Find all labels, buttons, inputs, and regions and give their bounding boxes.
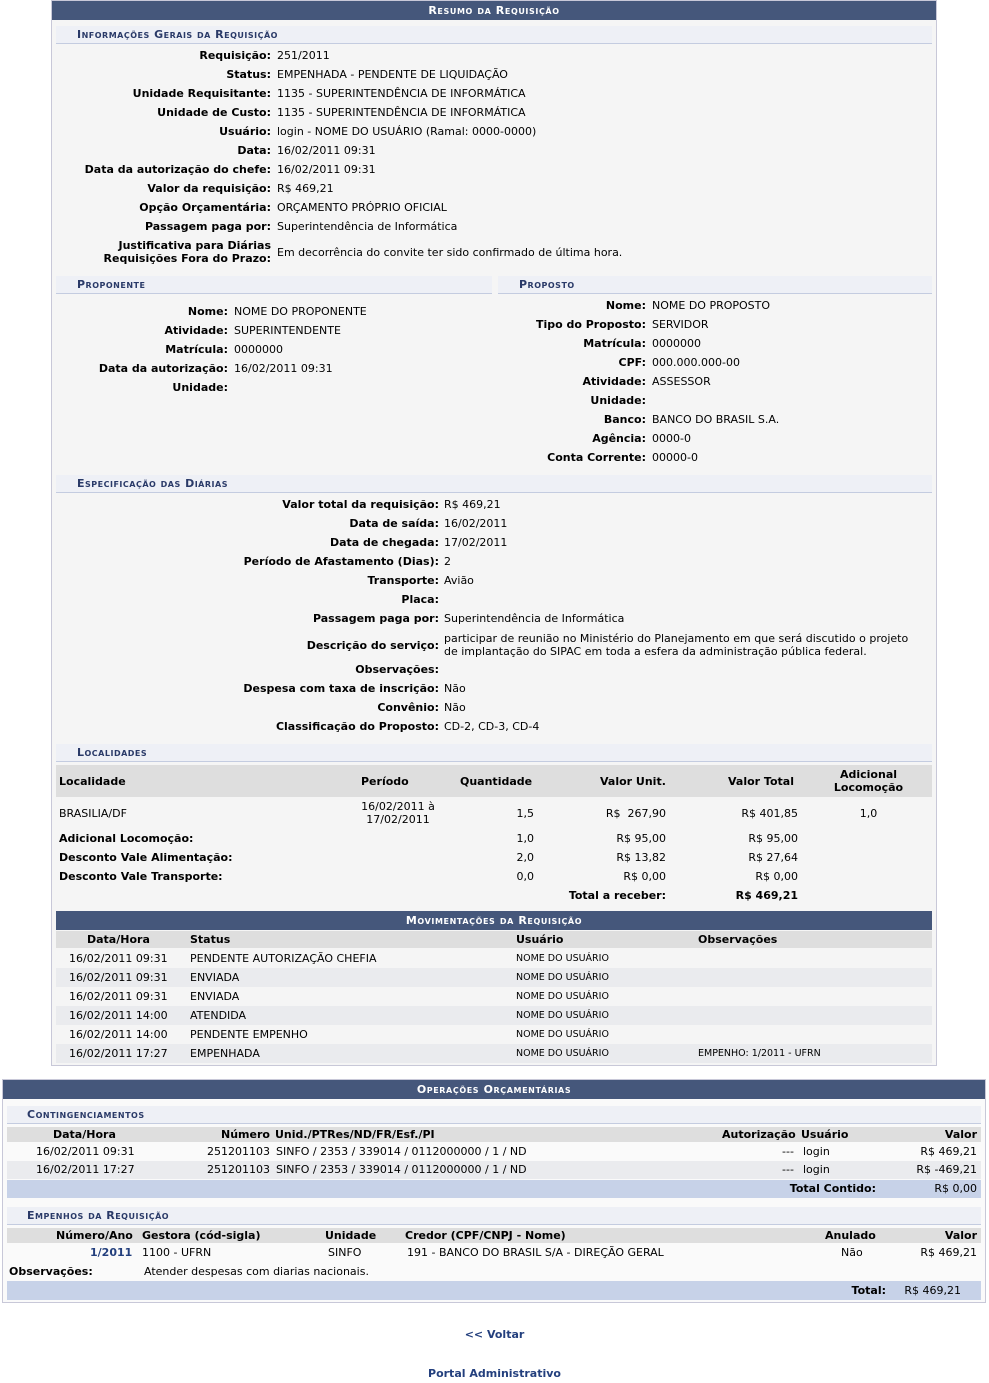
- proposto-header: Proposto: [498, 276, 932, 294]
- total-receber-label: Total a receber:: [568, 889, 666, 902]
- col-mov-status: Status: [190, 933, 231, 946]
- descricao-field: [52, 631, 932, 661]
- field-label: Data:: [237, 144, 271, 157]
- field-label: Valor da requisição:: [147, 182, 271, 195]
- descricao-label: Descrição do serviço:: [306, 639, 439, 652]
- field-value: 16/02/2011 09:31: [277, 163, 376, 176]
- field-label: Banco:: [603, 413, 646, 426]
- col-quantidade: Quantidade: [460, 775, 533, 788]
- extra-unit: R$ 13,82: [616, 851, 666, 864]
- empenho-credor: 191 - BANCO DO BRASIL S/A - DIREÇÃO GERAL: [407, 1246, 664, 1259]
- col-cont-usuario: Usuário: [801, 1128, 849, 1141]
- col-emp-credor: Credor (CPF/CNPJ - Nome): [405, 1229, 566, 1242]
- col-valor-total: Valor Total: [728, 775, 794, 788]
- field-value: SERVIDOR: [652, 318, 709, 331]
- col-cont-unid: Unid./PTRes/ND/FR/Esf./PI: [275, 1128, 435, 1141]
- field-label: Classificação do Proposto:: [275, 720, 439, 733]
- mov-obs: EMPENHO: 1/2011 - UFRN: [698, 1048, 821, 1059]
- gerais-header: Informações Gerais da Requisição: [56, 26, 932, 44]
- mov-usuario: NOME DO USUÁRIO: [516, 991, 609, 1002]
- especificacao-fields: [52, 498, 932, 638]
- field-value: 0000000: [234, 343, 283, 356]
- contingenciamento-row: [7, 1143, 981, 1161]
- field-label: Data de saída:: [349, 517, 439, 530]
- col-mov-data: Data/Hora: [87, 933, 150, 946]
- movimentacao-row: [56, 949, 932, 968]
- voltar-link-text[interactable]: << Voltar: [464, 1328, 525, 1341]
- field-label: Opção Orçamentária:: [139, 201, 271, 214]
- portal-administrativo-link-text[interactable]: Portal Administrativo: [428, 1367, 561, 1380]
- descricao-line-1: participar de reunião no Ministério do Planejamento em que será discutido o projeto: [444, 632, 909, 645]
- mov-status: EMPENHADA: [190, 1047, 260, 1060]
- field-value: NOME DO PROPOSTO: [652, 299, 771, 312]
- movimentacoes-table-header: [56, 931, 932, 948]
- col-periodo: Período: [361, 775, 409, 788]
- field-label: Requisição:: [199, 49, 271, 62]
- field-label: Placa:: [401, 593, 439, 606]
- operacoes-panel: [2, 1079, 986, 1303]
- field-value: ORÇAMENTO PRÓPRIO OFICIAL: [277, 201, 447, 214]
- col-valor-unit: Valor Unit.: [600, 775, 666, 788]
- extra-qtd: 0,0: [516, 870, 534, 883]
- field-value: R$ 469,21: [277, 182, 334, 195]
- cont-valor: R$ 469,21: [920, 1145, 977, 1158]
- localidade-extra-row: [56, 867, 932, 886]
- field-value: Superintendência de Informática: [277, 220, 458, 233]
- mov-status: PENDENTE EMPENHO: [190, 1028, 308, 1041]
- field-value: 1135 - SUPERINTENDÊNCIA DE INFORMÁTICA: [277, 87, 526, 100]
- field-label: Unidade de Custo:: [157, 106, 271, 119]
- mov-data: 16/02/2011 14:00: [69, 1028, 168, 1041]
- mov-usuario: NOME DO USUÁRIO: [516, 1010, 609, 1021]
- field-label: Data da autorização do chefe:: [84, 163, 271, 176]
- field-value: SUPERINTENDENTE: [234, 324, 341, 337]
- field-label: Passagem paga por:: [312, 612, 439, 625]
- gerais-fields: [52, 49, 932, 269]
- empenho-valor: R$ 469,21: [920, 1246, 977, 1259]
- extra-label: Adicional Locomoção:: [59, 832, 194, 845]
- field-label: Despesa com taxa de inscrição:: [243, 682, 439, 695]
- mov-status: ENVIADA: [190, 990, 240, 1003]
- field-value: CD-2, CD-3, CD-4: [444, 720, 540, 733]
- descricao-line-2: de implantação do SIPAC em toda a esfera da administração pública federal.: [444, 645, 867, 658]
- empenho-obs-row: [7, 1263, 981, 1282]
- movimentacao-row: [56, 987, 932, 1006]
- field-label: Passagem paga por:: [144, 220, 271, 233]
- justificativa-value: Em decorrência do convite ter sido confirmado de última hora.: [277, 246, 623, 259]
- field-label: Data da autorização:: [98, 362, 228, 375]
- empenho-row: [7, 1244, 981, 1263]
- movimentacao-row: [56, 968, 932, 987]
- resumo-panel: [51, 0, 937, 1066]
- empenho-numero-link[interactable]: 1/2011: [90, 1246, 133, 1259]
- col-emp-unidade: Unidade: [325, 1229, 377, 1242]
- col-mov-usuario: Usuário: [516, 933, 564, 946]
- cont-unid: SINFO / 2353 / 339014 / 0112000000 / 1 / ND: [276, 1145, 527, 1158]
- empenho-gestora: 1100 - UFRN: [142, 1246, 212, 1259]
- cont-autorizacao: ---: [782, 1145, 794, 1158]
- col-adicional: Adicional: [839, 768, 898, 781]
- empenho-anulado: Não: [841, 1246, 863, 1259]
- cont-numero: 251201103: [207, 1145, 270, 1158]
- movimentacoes-rows: [56, 949, 932, 1063]
- total-contido-value: R$ 0,00: [934, 1182, 977, 1195]
- cont-valor: R$ -469,21: [916, 1163, 977, 1176]
- portal-administrativo-link[interactable]: [0, 1367, 989, 1380]
- cont-data: 16/02/2011 09:31: [36, 1145, 135, 1158]
- mov-status: ENVIADA: [190, 971, 240, 984]
- total-receber-row: [56, 886, 932, 905]
- field-value: login - NOME DO USUÁRIO (Ramal: 0000-0000): [277, 125, 537, 138]
- movimentacao-row: [56, 1044, 932, 1063]
- field-value: 16/02/2011 09:31: [277, 144, 376, 157]
- col-emp-numero: Número/Ano: [56, 1229, 133, 1242]
- extra-total: R$ 95,00: [748, 832, 798, 845]
- mov-status: ATENDIDA: [190, 1009, 247, 1022]
- field-label: Agência:: [592, 432, 646, 445]
- localidades-table-header: [56, 765, 932, 797]
- field-value: Não: [444, 701, 466, 714]
- extra-unit: R$ 0,00: [623, 870, 666, 883]
- field-label: Usuário:: [219, 125, 271, 138]
- operacoes-header: Operações Orçamentárias: [3, 1080, 985, 1099]
- field-label: Período de Afastamento (Dias):: [243, 555, 439, 568]
- localidade-total: R$ 401,85: [741, 807, 798, 820]
- field-label: Unidade:: [172, 381, 228, 394]
- empenho-obs-label: Observações:: [9, 1265, 93, 1278]
- field-value: Avião: [444, 574, 474, 587]
- localidade-periodo-2: 17/02/2011: [366, 813, 430, 826]
- field-value: 0000000: [652, 337, 701, 350]
- extra-label: Desconto Vale Alimentação:: [59, 851, 233, 864]
- mov-data: 16/02/2011 09:31: [69, 990, 168, 1003]
- extra-label: Desconto Vale Transporte:: [59, 870, 223, 883]
- field-label: Conta Corrente:: [547, 451, 646, 464]
- field-value: 17/02/2011: [444, 536, 508, 549]
- field-value: 2: [444, 555, 451, 568]
- extra-qtd: 1,0: [516, 832, 534, 845]
- extra-total: R$ 27,64: [748, 851, 798, 864]
- field-value: 00000-0: [652, 451, 698, 464]
- field-label: Atividade:: [582, 375, 646, 388]
- field-value: ASSESSOR: [652, 375, 711, 388]
- movimentacoes-header: Movimentações da Requisição: [56, 911, 932, 930]
- proponente-fields: [52, 305, 492, 405]
- field-value: 251/2011: [277, 49, 330, 62]
- cont-data: 16/02/2011 17:27: [36, 1163, 135, 1176]
- cont-autorizacao: ---: [782, 1163, 794, 1176]
- localidades-header: Localidades: [56, 744, 932, 762]
- field-label: Nome:: [605, 299, 646, 312]
- movimentacao-row: [56, 1025, 932, 1044]
- localidade-row: [56, 799, 932, 829]
- col-emp-anulado: Anulado: [825, 1229, 876, 1242]
- mov-usuario: NOME DO USUÁRIO: [516, 953, 609, 964]
- voltar-link[interactable]: [0, 1328, 989, 1341]
- localidade-extra-row: [56, 848, 932, 867]
- localidade-unit: R$ 267,90: [605, 807, 666, 820]
- field-value: Superintendência de Informática: [444, 612, 625, 625]
- field-label: Valor total da requisição:: [282, 498, 439, 511]
- contingenciamentos-table-header: [7, 1127, 981, 1142]
- justificativa-label-1: Justificativa para Diárias: [118, 239, 271, 252]
- extra-qtd: 2,0: [516, 851, 534, 864]
- field-value: 0000-0: [652, 432, 691, 445]
- field-value: 000.000.000-00: [652, 356, 740, 369]
- col-locomocao: Locomoção: [833, 781, 904, 794]
- proposto-fields: [492, 299, 932, 469]
- total-contido-row: [7, 1180, 981, 1198]
- extra-total: R$ 0,00: [755, 870, 798, 883]
- localidade-name: BRASILIA/DF: [59, 807, 127, 820]
- movimentacao-row: [56, 1006, 932, 1025]
- mov-data: 16/02/2011 09:31: [69, 952, 168, 965]
- localidade-extra-row: [56, 829, 932, 848]
- field-label: Unidade:: [590, 394, 646, 407]
- col-emp-valor: Valor: [944, 1229, 977, 1242]
- localidade-adicional: 1,0: [859, 807, 878, 820]
- empenhos-total-label: Total:: [851, 1284, 886, 1297]
- especificacao-fields-b: [52, 663, 932, 743]
- field-value: Não: [444, 682, 466, 695]
- total-contido-label: Total Contido:: [789, 1182, 876, 1195]
- field-label: Convênio:: [377, 701, 439, 714]
- proponente-header: Proponente: [56, 276, 492, 294]
- empenhos-table-header: [7, 1228, 981, 1243]
- mov-data: 16/02/2011 17:27: [69, 1047, 168, 1060]
- field-label: Matrícula:: [165, 343, 228, 356]
- field-value: 16/02/2011 09:31: [234, 362, 333, 375]
- col-cont-valor: Valor: [944, 1128, 977, 1141]
- field-value: EMPENHADA - PENDENTE DE LIQUIDAÇÃO: [277, 68, 508, 81]
- mov-data: 16/02/2011 14:00: [69, 1009, 168, 1022]
- empenho-obs-value: Atender despesas com diarias nacionais.: [144, 1265, 369, 1278]
- field-label: Tipo do Proposto:: [535, 318, 646, 331]
- col-mov-obs: Observações: [698, 933, 778, 946]
- col-emp-gestora: Gestora (cód-sigla): [142, 1229, 261, 1242]
- field-label: Transporte:: [367, 574, 439, 587]
- contingenciamentos-header: Contingenciamentos: [7, 1106, 981, 1124]
- col-localidade: Localidade: [59, 775, 126, 788]
- empenhos-total-value: R$ 469,21: [904, 1284, 961, 1297]
- mov-usuario: NOME DO USUÁRIO: [516, 1048, 609, 1059]
- field-value: 16/02/2011: [444, 517, 508, 530]
- cont-usuario: login: [803, 1163, 830, 1176]
- mov-status: PENDENTE AUTORIZAÇÃO CHEFIA: [190, 952, 377, 965]
- field-label: Matrícula:: [583, 337, 646, 350]
- contingenciamento-row: [7, 1161, 981, 1179]
- field-label: Unidade Requisitante:: [132, 87, 271, 100]
- col-cont-numero: Número: [221, 1128, 270, 1141]
- col-cont-data: Data/Hora: [53, 1128, 116, 1141]
- mov-data: 16/02/2011 09:31: [69, 971, 168, 984]
- localidades-extras: [56, 829, 932, 889]
- extra-unit: R$ 95,00: [616, 832, 666, 845]
- field-label: Nome:: [187, 305, 228, 318]
- empenhos-header: Empenhos da Requisição: [7, 1207, 981, 1225]
- mov-usuario: NOME DO USUÁRIO: [516, 1029, 609, 1040]
- field-label: Atividade:: [164, 324, 228, 337]
- empenhos-total-row: [7, 1281, 981, 1300]
- field-value: 1135 - SUPERINTENDÊNCIA DE INFORMÁTICA: [277, 106, 526, 119]
- cont-unid: SINFO / 2353 / 339014 / 0112000000 / 1 / ND: [276, 1163, 527, 1176]
- localidade-periodo-1: 16/02/2011 à: [361, 800, 435, 813]
- mov-usuario: NOME DO USUÁRIO: [516, 972, 609, 983]
- localidade-qtd: 1,5: [516, 807, 534, 820]
- field-value: BANCO DO BRASIL S.A.: [652, 413, 780, 426]
- field-label: Status:: [226, 68, 271, 81]
- cont-numero: 251201103: [207, 1163, 270, 1176]
- contingenciamentos-rows: [7, 1143, 981, 1179]
- field-label: Data de chegada:: [329, 536, 439, 549]
- cont-usuario: login: [803, 1145, 830, 1158]
- empenho-unidade: SINFO: [328, 1246, 362, 1259]
- col-cont-autorizacao: Autorização: [722, 1128, 796, 1141]
- field-label: CPF:: [618, 356, 646, 369]
- justificativa-label-2: Requisições Fora do Prazo:: [103, 252, 271, 265]
- field-label: Observações:: [355, 663, 439, 676]
- field-value: R$ 469,21: [444, 498, 501, 511]
- total-receber-value: R$ 469,21: [735, 889, 798, 902]
- field-value: NOME DO PROPONENTE: [234, 305, 367, 318]
- resumo-header: Resumo da Requisição: [52, 1, 936, 20]
- especificacao-header: Especificação das Diárias: [56, 475, 932, 493]
